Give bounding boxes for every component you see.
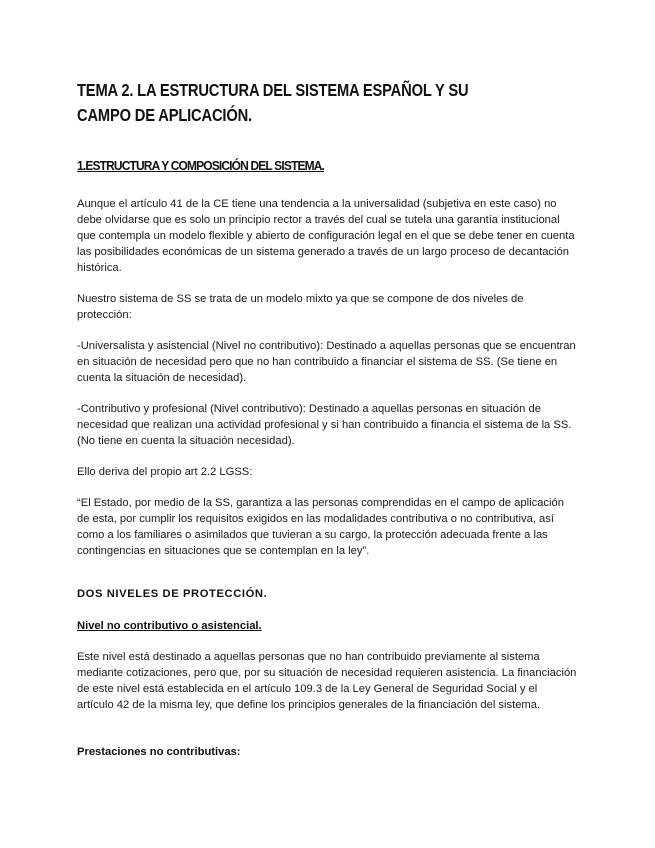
paragraph-modelo-mixto: Nuestro sistema de SS se trata de un modelo mixto ya que se compone de dos niveles de protección: <box>77 293 524 321</box>
paragraph-quote: “El Estado, por medio de la SS, garantiza a las personas comprendidas en el campo de aplicación de esta, por cumplir los requisitos exigidos en las modalidades contributiva o no contributiva, así como a los familiares o asimilados que tuvieran a su cargo, la protección adecuada frente a las contingencias en situaciones que se contemplan en la ley”. <box>77 497 564 557</box>
prestaciones-heading: Prestaciones no contributivas: <box>77 746 241 758</box>
nivel-heading: Nivel no contributivo o asistencial. <box>77 620 262 632</box>
paragraph-nivel-description: Este nivel está destinado a aquellas personas que no han contribuido previamente al sistema mediante cotizaciones, pero que, por su situación de necesidad requieren asistencia. La financiación de este nivel está establecida en el artículo 109.3 de la Ley General de Seguridad Social y el artículo 42 de la misma ley, que define los principios generales de la financiación del sistema. <box>77 651 577 711</box>
paragraph-nivel-no-contributivo: -Universalista y asistencial (Nivel no contributivo): Destinado a aquellas personas que se encuentran en situación de necesidad pero que no han contribuido a financiar el sistema de SS. (Se tiene en cuenta la situación de necesidad). <box>77 340 576 384</box>
paragraph-universalidad: Aunque el artículo 41 de la CE tiene una tendencia a la universalidad (subjetiva en este caso) no debe olvidarse que es solo un principio rector a través del cual se tutela una garantía institucional que contempla un modelo flexible y abierto de configuración legal en el que se debe tener en cuenta las posibilidades económicas de un sistema generado a través de un largo proceso de decantación histórica. <box>77 198 575 274</box>
paragraph-nivel-contributivo: -Contributivo y profesional (Nivel contributivo): Destinado a aquellas personas en situación de necesidad que realizan una actividad profesional y si han contribuido a financia el sistema de la SS. (No tiene en cuenta la situación necesidad). <box>77 403 572 447</box>
document-title: TEMA 2. LA ESTRUCTURA DEL SISTEMA ESPAÑOL Y SU CAMPO DE APLICACIÓN. <box>77 80 469 125</box>
paragraph-art-lgss: Ello deriva del propio art 2.2 LGSS: <box>77 466 253 478</box>
section-heading: 1.ESTRUCTURA Y COMPOSICIÓN DEL SISTEMA. <box>77 158 325 173</box>
levels-heading: DOS NIVELES DE PROTECCIÓN. <box>77 588 268 600</box>
